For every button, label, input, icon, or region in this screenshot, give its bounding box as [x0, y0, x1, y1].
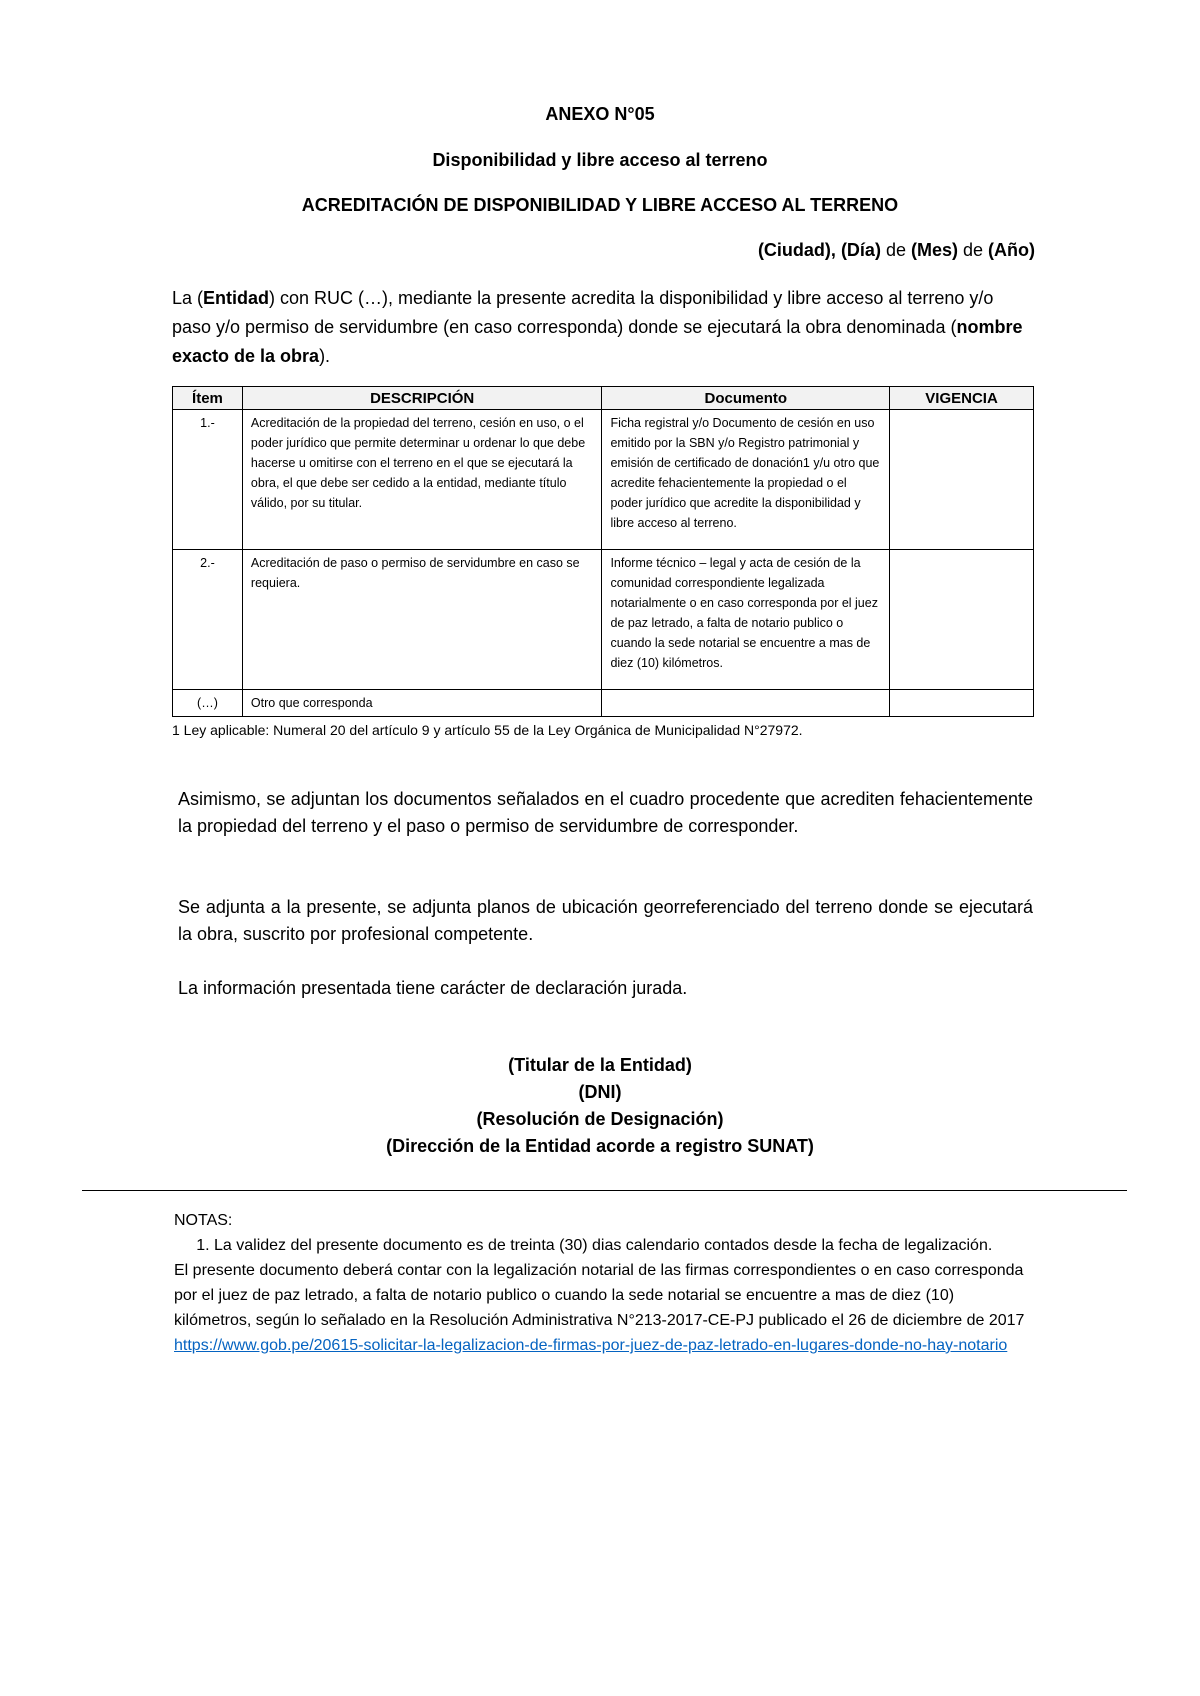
- document-subtitle: Disponibilidad y libre acceso al terreno: [432, 150, 768, 170]
- requirements-table: [172, 386, 1034, 717]
- notes-body: [174, 1258, 1034, 1358]
- signature-block: [0, 1052, 1200, 1160]
- notes-section: [174, 1208, 1034, 1358]
- row-description: Otro que corresponda: [242, 690, 602, 717]
- paragraph-declaration: La información presentada tiene carácter de declaración jurada.: [178, 978, 688, 998]
- intro-text-2: ) con RUC (…), mediante la presente acredita la disponibilidad y libre acceso al terreno y/o paso y/o permiso de servidumbre (en caso corresponda) donde se ejecutará la obra denominada (: [172, 288, 994, 337]
- signature-holder: (Titular de la Entidad): [508, 1055, 692, 1075]
- row-description: Acreditación de paso o permiso de servidumbre en caso se requiera.: [242, 550, 602, 690]
- date-year: (Año): [988, 240, 1035, 260]
- date-de-2: de: [957, 240, 989, 260]
- table-row: [173, 690, 1034, 717]
- annex-number: ANEXO N°05: [545, 104, 655, 124]
- table-header-row: [173, 387, 1034, 410]
- row-validity: [890, 690, 1034, 717]
- row-document: Ficha registral y/o Documento de cesión en uso emitido por la SBN y/o Registro patrimonial y emisión de certificado de donación1 y/u otro que acredite fehacientemente la propiedad o el poder jurídico que acredite la disponibilidad y libre acceso al terreno.: [602, 410, 890, 550]
- header-document: Documento: [602, 387, 890, 410]
- notes-list: [174, 1233, 1034, 1258]
- table-row: [173, 410, 1034, 550]
- document-heading: ACREDITACIÓN DE DISPONIBILIDAD Y LIBRE ACCESO AL TERRENO: [301, 195, 899, 215]
- row-description: Acreditación de la propiedad del terreno, cesión en uso, o el poder jurídico que permite determinar u ordenar lo que debe hacerse u omitirse con el terreno en el que se ejecutará la obra, el que debe ser cedido a la entidad, mediante título válido, por su titular.: [242, 410, 602, 550]
- table-footnote: 1 Ley aplicable: Numeral 20 del artículo 9 y artículo 55 de la Ley Orgánica de Municipalidad N°27972.: [172, 722, 803, 738]
- date-line: [758, 240, 1035, 261]
- signature-address: (Dirección de la Entidad acorde a registro SUNAT): [386, 1136, 814, 1156]
- notes-body-text: El presente documento deberá contar con la legalización notarial de las firmas correspondientes o en caso corresponda por el juez de paz letrado, a falta de notario publico o cuando la sede notarial se encuentre a mas de diez (10) kilómetros, según lo señalado en la Resolución Administrativa N°213-2017-CE-PJ publicado el 26 de diciembre de 2017: [174, 1262, 1025, 1329]
- date-sep: ,: [830, 240, 841, 260]
- legalization-link[interactable]: https://www.gob.pe/20615-solicitar-la-legalizacion-de-firmas-por-juez-de-paz-letrado-en-lugares-donde-no-hay-notario: [174, 1337, 1008, 1354]
- signature-resolution: (Resolución de Designación): [476, 1109, 724, 1129]
- intro-entity: Entidad: [203, 288, 270, 308]
- date-de-1: de: [880, 240, 911, 260]
- header-validity: VIGENCIA: [890, 387, 1034, 410]
- intro-paragraph: [172, 284, 1032, 371]
- row-item: 2.-: [173, 550, 243, 690]
- row-item: 1.-: [173, 410, 243, 550]
- row-document: [602, 690, 890, 717]
- date-city: (Ciudad): [757, 240, 831, 260]
- row-item: (…): [173, 690, 243, 717]
- row-document: Informe técnico – legal y acta de cesión de la comunidad correspondiente legalizada notarialmente o en caso corresponda por el juez de paz letrado, a falta de notario publico o cuando la sede notarial se encuentre a mas de diez (10) kilómetros.: [602, 550, 890, 690]
- signature-dni: (DNI): [578, 1082, 622, 1102]
- paragraph-plans: Se adjunta a la presente, se adjunta planos de ubicación georreferenciado del terreno donde se ejecutará la obra, suscrito por profesional competente.: [178, 897, 1033, 944]
- header-description: DESCRIPCIÓN: [242, 387, 602, 410]
- notes-title: NOTAS:: [174, 1212, 233, 1229]
- separator-line: [82, 1190, 1127, 1191]
- notes-item-1: 1. La validez del presente documento es de treinta (30) dias calendario contados desde la fecha de legalización.: [214, 1233, 1034, 1258]
- intro-text-1: La (: [172, 288, 204, 308]
- table-row: [173, 550, 1034, 690]
- row-validity: [890, 410, 1034, 550]
- intro-work-name: nombre exacto de la obra: [172, 317, 1023, 366]
- intro-text-3: ).: [319, 346, 331, 366]
- row-validity: [890, 550, 1034, 690]
- header-item: Ítem: [173, 387, 243, 410]
- date-month: (Mes): [910, 240, 958, 260]
- date-day: (Día): [840, 240, 881, 260]
- paragraph-attachments: Asimismo, se adjuntan los documentos señalados en el cuadro procedente que acrediten fehacientemente la propiedad del terreno y el paso o permiso de servidumbre de corresponder.: [178, 789, 1033, 836]
